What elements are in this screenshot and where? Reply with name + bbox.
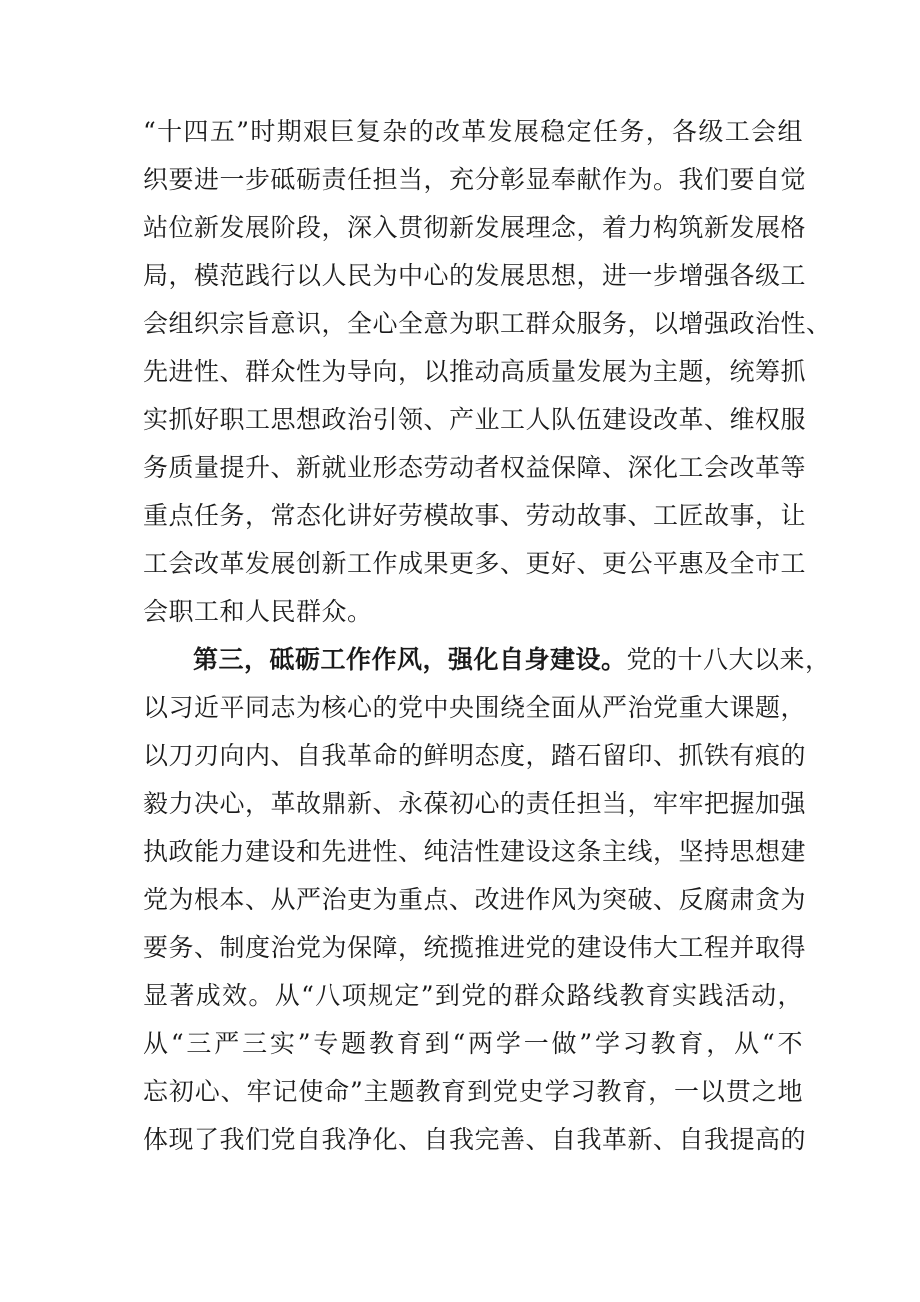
text-line: 以习近平同志为核心的党中央围绕全面从严治党重大课题， (143, 693, 807, 722)
section-heading: 第三，砥砺工作作风，强化自身建设。 (193, 645, 627, 674)
text-line: 会组织宗旨意识，全心全意为职工群众服务，以增强政治性、 (143, 309, 832, 338)
text-line: 以刀刃向内、自我革命的鲜明态度，踏石留印、抓铁有痕的 (143, 741, 807, 770)
text-line: 会职工和人民群众。 (143, 597, 373, 626)
text-line: 从“三严三实”专题教育到“两学一做”学习教育，从“不 (143, 1029, 803, 1058)
text-line: 织要进一步砥砺责任担当，充分彰显奉献作为。我们要自觉 (143, 165, 807, 194)
text-span: 党的十八大以来， (626, 645, 831, 674)
text-line: 执政能力建设和先进性、纯洁性建设这条主线，坚持思想建 (143, 837, 807, 866)
text-line: 工会改革发展创新工作成果更多、更好、更公平惠及全市工 (143, 549, 807, 578)
text-line: 体现了我们党自我净化、自我完善、自我革新、自我提高的 (143, 1125, 807, 1154)
text-line: 忘初心、牢记使命”主题教育到党史学习教育，一以贯之地 (143, 1077, 803, 1106)
text-line: 局，模范践行以人民为中心的发展思想，进一步增强各级工 (143, 261, 807, 290)
text-line: 显著成效。从“八项规定”到党的群众路线教育实践活动， (143, 981, 803, 1010)
text-line: 要务、制度治党为保障，统揽推进党的建设伟大工程并取得 (143, 933, 807, 962)
text-line: 实抓好职工思想政治引领、产业工人队伍建设改革、维权服 (143, 405, 807, 434)
text-line: 重点任务，常态化讲好劳模故事、劳动故事、工匠故事，让 (143, 501, 807, 530)
text-line: 站位新发展阶段，深入贯彻新发展理念，着力构筑新发展格 (143, 213, 807, 242)
text-line: 务质量提升、新就业形态劳动者权益保障、深化工会改革等 (143, 453, 807, 482)
text-line: 党为根本、从严治吏为重点、改进作风为突破、反腐肃贪为 (143, 885, 807, 914)
section-heading-line (193, 644, 831, 676)
text-line: 毅力决心，革故鼎新、永葆初心的责任担当，牢牢把握加强 (143, 789, 807, 818)
text-line: 先进性、群众性为导向，以推动高质量发展为主题，统筹抓 (143, 357, 807, 386)
text-line: “十四五”时期艰巨复杂的改革发展稳定任务，各级工会组 (143, 117, 803, 146)
